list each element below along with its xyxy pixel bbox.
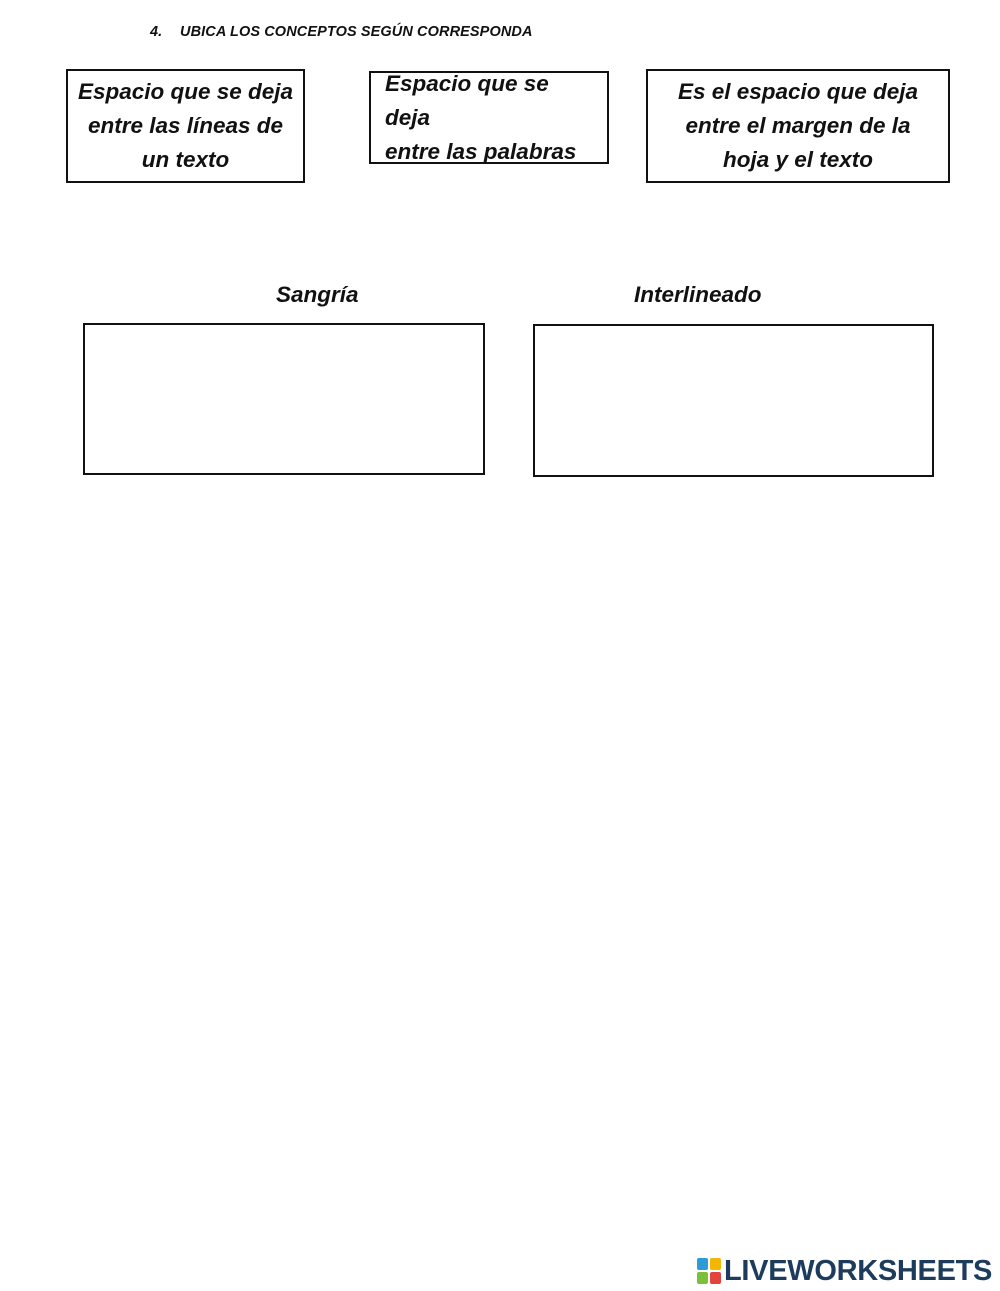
concept-card-line: entre las líneas de <box>87 113 284 138</box>
concept-card-line: un texto <box>141 147 230 172</box>
liveworksheets-logo-text: LIVEWORKSHEETS <box>724 1254 993 1287</box>
concept-card-margin-spacing[interactable] <box>646 69 950 183</box>
drop-zone-sangria[interactable] <box>83 323 485 475</box>
concept-card-line: Es el espacio que deja <box>677 79 919 104</box>
target-label-interlineado: Interlineado <box>634 282 762 307</box>
concept-card-line-spacing[interactable] <box>66 69 305 183</box>
target-label-sangria: Sangría <box>276 282 359 307</box>
concept-card-line: Espacio que se deja <box>77 79 294 104</box>
instruction-text: UBICA LOS CONCEPTOS SEGÚN CORRESPONDA <box>180 24 533 40</box>
concept-card-line: hoja y el texto <box>722 147 874 172</box>
liveworksheets-logo-icon <box>697 1258 721 1284</box>
instruction-heading <box>150 24 533 40</box>
liveworksheets-logo <box>697 1255 992 1287</box>
concept-card-line: Espacio que se deja <box>385 70 549 130</box>
drop-zone-interlineado[interactable] <box>533 324 934 477</box>
instruction-number: 4. <box>150 24 163 40</box>
concept-card-word-spacing[interactable] <box>369 71 609 164</box>
concept-card-line: entre el margen de la <box>685 113 911 138</box>
concept-card-line: entre las palabras <box>385 138 577 164</box>
